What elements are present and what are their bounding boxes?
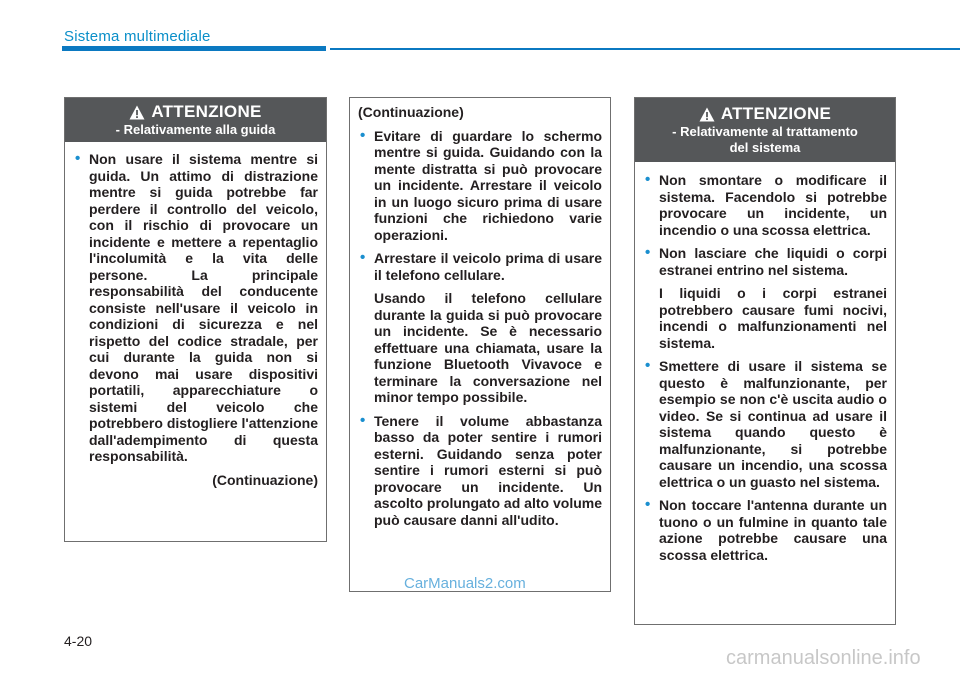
header-rule-accent (62, 46, 326, 51)
continuation-note: (Continuazione) (212, 471, 318, 488)
list-item: • Smettere di usare il sistema se questo è malfunzionante, per esempio se non c'è uscita audio o video. Se si continua ad usare il sistema quando questo è malfunzionante, si potrebbe causare un incendio, una scossa elettrica o un guasto nel sistema. (643, 358, 887, 490)
list-item: • Non usare il sistema mentre si guida. Un attimo di distrazione mentre si guida potrebbe far perdere il controllo del veicolo, con il rischio di provocare un incidente e mettere a repentaglio l'incolumità e la vita delle persone. La principale responsabilità del conducente consiste nell'usare il veicolo in condizioni di sicurezza e nel rispetto del codice stradale, per cui durante la guida non si devono mai usare dispositivi portatili, apparecchiature o sistemi del veicolo che potrebbero distogliere l'attenzione dall'adempimento di questa responsabilità. (73, 151, 318, 465)
warning-content (350, 98, 610, 528)
list-item (358, 250, 602, 406)
page-number: 4-20 (64, 633, 93, 649)
list-item: • Tenere il volume abbastanza basso da poter sentire i rumori esterni. Guidando senza poter sentire i rumori esterni si può provocare un incidente. Un ascolto prolungato ad alto volume può causare danni all'udito. (358, 413, 602, 529)
list-item (643, 245, 887, 351)
header-rule (330, 48, 960, 50)
warning-triangle-icon (699, 107, 715, 122)
warning-subtitle: - Relativamente al trattamento (672, 124, 858, 139)
section-title: Sistema multimediale (64, 28, 211, 45)
list-item-paragraph: I liquidi o i corpi estranei potrebbero causare fumi nocivi, incendi o malfunzionamenti nel sistema. (659, 285, 887, 351)
warning-content (65, 142, 326, 488)
warning-box-continued (349, 97, 611, 592)
list-item-text: Non lasciare che liquidi o corpi estranei entrino nel sistema. (659, 245, 887, 278)
watermark-carmanualsonline: carmanualsonline.info (726, 647, 921, 669)
list-item-text: Arrestare il veicolo prima di usare il telefono cellulare. (374, 250, 602, 283)
warning-title: ATTENZIONE (151, 102, 262, 121)
warning-subtitle-line2: del sistema (729, 140, 801, 155)
warning-header (65, 98, 326, 142)
warning-header (635, 98, 895, 162)
continuation-note: (Continuazione) (358, 104, 464, 120)
warning-box-driving (64, 97, 327, 542)
warning-triangle-icon (129, 105, 145, 120)
list-item: • Non smontare o modificare il sistema. Facendolo si potrebbe provocare un incidente, un incendio o una scossa elettrica. (643, 172, 887, 238)
watermark-carmanuals2: CarManuals2.com (404, 575, 526, 592)
list-item-paragraph: Usando il telefono cellulare durante la guida si può provocare un incidente. Se è necessario effettuare una chiamata, usare la funzione Bluetooth Vivavoce e terminare la conversazione nel minor tempo possibile. (374, 290, 602, 405)
warning-title: ATTENZIONE (720, 104, 832, 123)
list-item: • Evitare di guardare lo schermo mentre si guida. Guidando con la mente distratta si può provocare un incidente. Arrestare il veicolo in un luogo sicuro prima di usare funzioni che richiedono varie operazioni. (358, 128, 602, 244)
warning-box-system (634, 97, 896, 625)
warning-subtitle: - Relativamente alla guida (115, 122, 276, 137)
warning-content (635, 162, 895, 563)
list-item: • Non toccare l'antenna durante un tuono o un fulmine in quanto tale azione potrebbe causare una scossa elettrica. (643, 497, 887, 563)
